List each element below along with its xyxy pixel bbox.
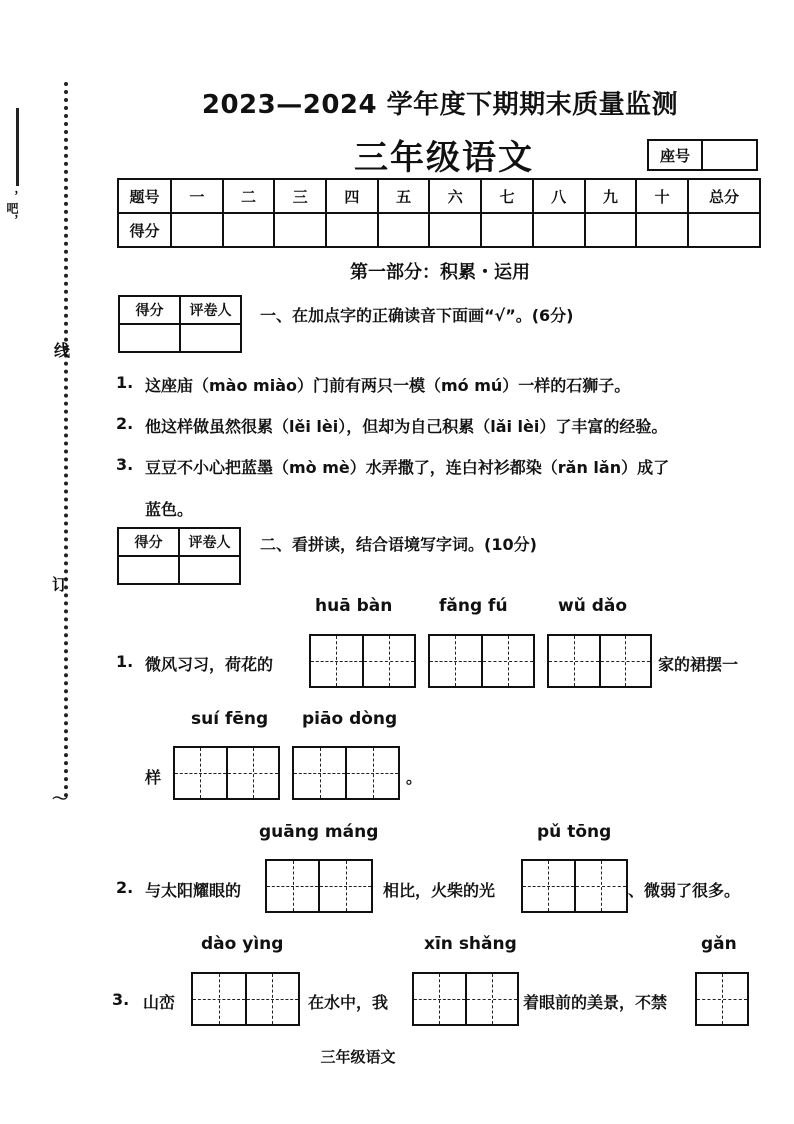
- pinyin-label: guāng máng: [259, 822, 379, 842]
- writing-grid-piaodong[interactable]: [292, 746, 400, 800]
- score-input[interactable]: [429, 213, 481, 247]
- question-num: 2.: [116, 878, 134, 897]
- section1-item-text: 这座庙（mào miào）门前有两只一模（mó mú）一样的石狮子。: [145, 376, 631, 395]
- score-input[interactable]: [326, 213, 378, 247]
- pinyin-label: dào yìng: [201, 934, 284, 954]
- grader-score-label: 得分: [118, 528, 179, 556]
- binding-mark-top: ，吧，: [5, 190, 19, 226]
- grader-reviewer-label: 评卷人: [179, 528, 240, 556]
- pinyin-label: fǎng fú: [439, 596, 508, 616]
- writing-grid-suifeng[interactable]: [173, 746, 280, 800]
- writing-grid-xinshang[interactable]: [412, 972, 519, 1026]
- score-input[interactable]: [533, 213, 585, 247]
- binding-mark-line: 线: [54, 341, 71, 360]
- grader-box-section1: [118, 295, 242, 353]
- score-cell-q7: 七: [481, 179, 533, 213]
- score-input[interactable]: [171, 213, 223, 247]
- question-text: 家的裙摆一: [658, 655, 739, 674]
- score-cell-q1: 一: [171, 179, 223, 213]
- pinyin-label: suí fēng: [191, 709, 269, 729]
- section1-item-text: 他这样做虽然很累（lěi lèi），但却为自己积累（lǎi lèi）了丰富的经验。: [145, 417, 668, 436]
- score-input[interactable]: [378, 213, 430, 247]
- score-input[interactable]: [481, 213, 533, 247]
- writing-grid-daoying[interactable]: [191, 972, 300, 1026]
- pinyin-label: piāo dòng: [302, 709, 398, 729]
- writing-grid-gan[interactable]: [695, 972, 749, 1026]
- pinyin-label: xīn shǎng: [424, 934, 517, 954]
- grader-score-field[interactable]: [119, 324, 180, 352]
- score-cell-q4: 四: [326, 179, 378, 213]
- score-cell-q9: 九: [585, 179, 637, 213]
- grader-score-label: 得分: [119, 296, 180, 324]
- question-text: 微风习习，荷花的: [145, 655, 274, 674]
- page-footer: 三年级语文: [320, 1048, 396, 1066]
- score-row-label: 得分: [118, 213, 171, 247]
- subject-title: 三年级语文: [354, 138, 534, 178]
- score-cell-q5: 五: [378, 179, 430, 213]
- question-text: 山峦: [143, 993, 176, 1012]
- question-num: 3.: [112, 990, 130, 1009]
- score-cell-total: 总分: [688, 179, 760, 213]
- grader-reviewer-field[interactable]: [180, 324, 241, 352]
- writing-grid-huaban[interactable]: [309, 634, 416, 688]
- score-input[interactable]: [636, 213, 688, 247]
- part-title: 第一部分：积累・运用: [350, 262, 530, 283]
- seat-number-box: [647, 139, 758, 171]
- score-cell-q8: 八: [533, 179, 585, 213]
- seat-label: 座号: [649, 141, 703, 169]
- question-text: 样: [145, 768, 162, 787]
- score-table-score-row: [118, 213, 760, 247]
- writing-grid-putong[interactable]: [521, 859, 628, 913]
- binding-dotted-line: [64, 82, 68, 798]
- grader-score-field[interactable]: [118, 556, 179, 584]
- grader-reviewer-field[interactable]: [179, 556, 240, 584]
- pinyin-label: pǔ tōng: [537, 822, 612, 842]
- score-cell-q10: 十: [636, 179, 688, 213]
- question-text: 与太阳耀眼的: [145, 881, 242, 900]
- question-text: 着眼前的美景，不禁: [523, 993, 668, 1012]
- section1-item-text: 豆豆不小心把蓝墨（mò mè）水弄撒了，连白衬衫都染（rǎn lǎn）成了: [145, 458, 670, 477]
- section1-item-num: 3.: [116, 455, 134, 474]
- score-input[interactable]: [585, 213, 637, 247]
- section1-title: 一、在加点字的正确读音下面画“√”。(6分): [260, 306, 574, 325]
- exam-title: 2023—2024 学年度下期期末质量监测: [201, 90, 679, 120]
- pinyin-label: gǎn: [701, 934, 737, 954]
- question-text: 、微弱了很多。: [628, 881, 741, 900]
- question-num: 1.: [116, 652, 134, 671]
- score-cell-q3: 三: [274, 179, 326, 213]
- grader-box-section2: [117, 527, 241, 585]
- score-input-total[interactable]: [688, 213, 760, 247]
- writing-grid-fangfu[interactable]: [428, 634, 535, 688]
- section1-item-num: 2.: [116, 414, 134, 433]
- score-cell-q2: 二: [223, 179, 275, 213]
- score-table: [117, 178, 761, 248]
- binding-mark-bottom: ～: [52, 789, 69, 808]
- writing-grid-wudao[interactable]: [547, 634, 652, 688]
- grader-reviewer-label: 评卷人: [180, 296, 241, 324]
- score-input[interactable]: [274, 213, 326, 247]
- section1-item-continuation: 蓝色。: [145, 500, 194, 519]
- binding-mark-bind: 订: [52, 575, 69, 594]
- pinyin-label: huā bàn: [315, 596, 393, 616]
- question-text: 。: [406, 768, 423, 787]
- score-cell-q6: 六: [429, 179, 481, 213]
- section2-title: 二、看拼读，结合语境写字词。(10分): [260, 535, 537, 554]
- writing-grid-guangmang[interactable]: [265, 859, 373, 913]
- score-input[interactable]: [223, 213, 275, 247]
- seat-number-field[interactable]: [703, 141, 756, 169]
- score-table-header-row: [118, 179, 760, 213]
- question-text: 相比，火柴的光: [383, 881, 496, 900]
- score-cell-label: 题号: [118, 179, 171, 213]
- question-text: 在水中，我: [308, 993, 389, 1012]
- section1-item-num: 1.: [116, 373, 134, 392]
- pinyin-label: wǔ dǎo: [558, 596, 628, 616]
